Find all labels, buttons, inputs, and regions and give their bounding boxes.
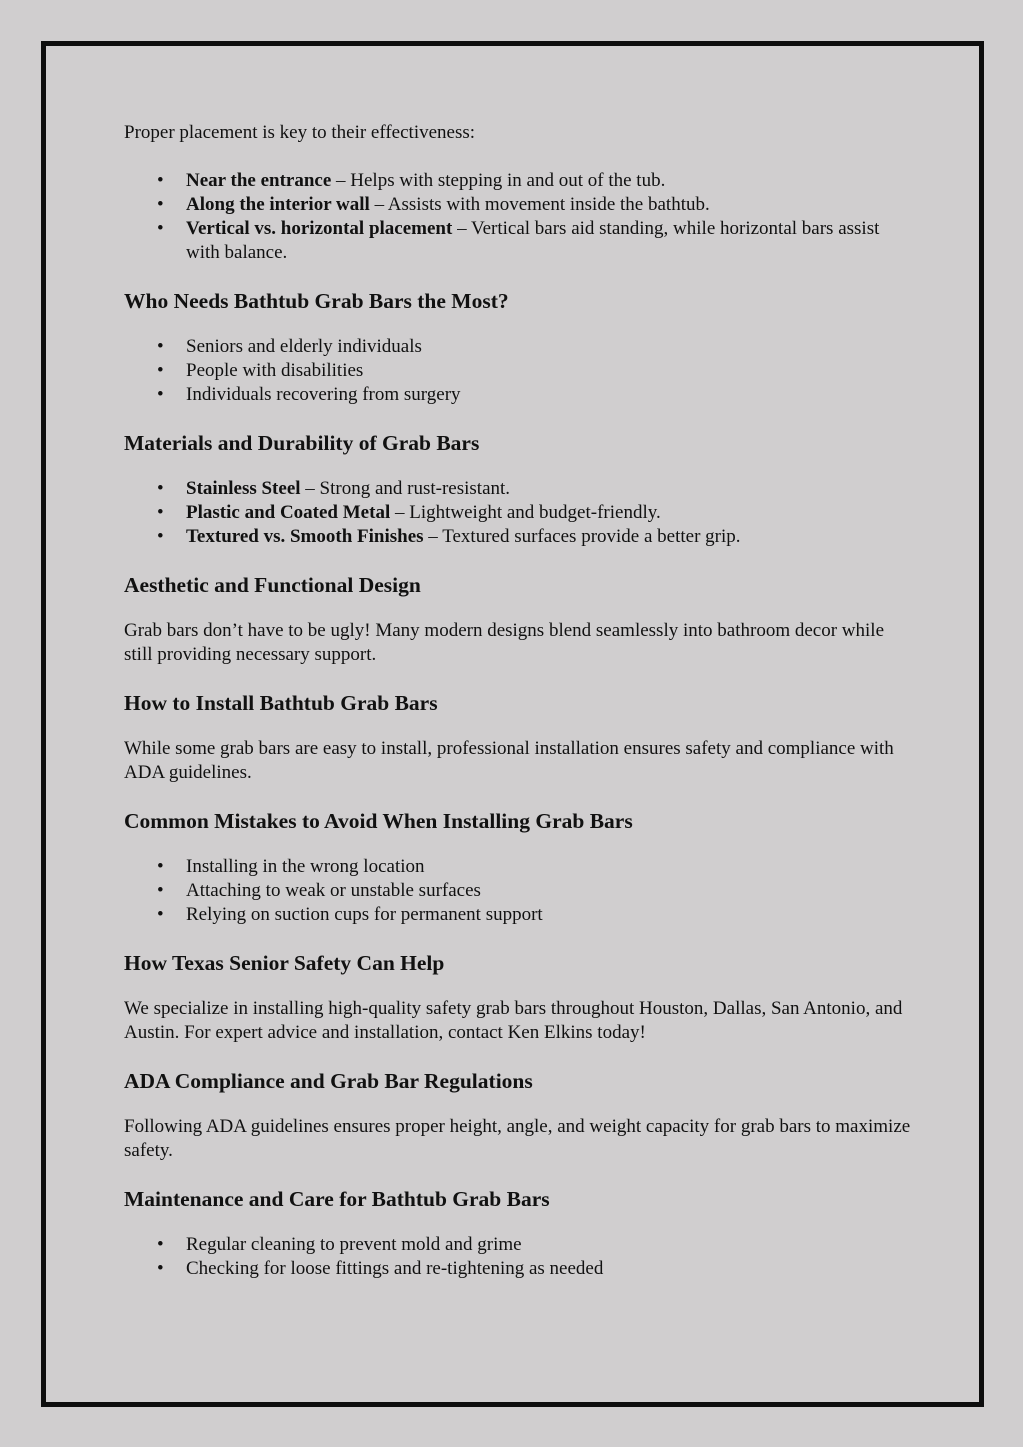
list-item: [124, 169, 914, 193]
bullet: •: [157, 904, 164, 925]
bullet: •: [157, 478, 164, 499]
list-item-text: Seniors and elderly individuals: [186, 336, 422, 357]
list-item-text: Attaching to weak or unstable surfaces: [186, 880, 481, 901]
bullet: •: [157, 360, 164, 381]
list-item: [124, 217, 914, 265]
bullet: •: [157, 880, 164, 901]
bullet: •: [157, 1234, 164, 1255]
list-item-bold: Plastic and Coated Metal: [186, 502, 391, 523]
list-item: [124, 193, 914, 217]
list-item-text: – Helps with stepping in and out of the tub.: [331, 170, 666, 191]
list-item-text: – Strong and rust-resistant.: [300, 478, 511, 499]
list-item: [124, 359, 914, 383]
list-item: [124, 477, 914, 501]
list-item-bold: Stainless Steel: [186, 478, 301, 499]
list-item-text: – Lightweight and budget-friendly.: [390, 502, 661, 523]
who-list: [124, 335, 914, 407]
document-content: [124, 121, 914, 1281]
mistakes-heading: Common Mistakes to Avoid When Installing Grab Bars: [124, 809, 633, 833]
list-item-text: Installing in the wrong location: [186, 856, 425, 877]
install-heading: How to Install Bathtub Grab Bars: [124, 691, 438, 715]
list-item-text: – Textured surfaces provide a better grip.: [423, 526, 741, 547]
list-item-bold: Near the entrance: [186, 170, 332, 191]
bullet: •: [157, 336, 164, 357]
list-item: [124, 501, 914, 525]
list-item: [124, 903, 914, 927]
list-item-bold: Textured vs. Smooth Finishes: [186, 526, 424, 547]
mistakes-list: [124, 855, 914, 927]
list-item-text: Checking for loose fittings and re-tightening as needed: [186, 1258, 604, 1279]
bullet: •: [157, 194, 164, 215]
materials-heading: Materials and Durability of Grab Bars: [124, 431, 480, 455]
list-item: [124, 1257, 914, 1281]
list-item-bold: Along the interior wall: [186, 194, 370, 215]
list-item-text: People with disabilities: [186, 360, 364, 381]
aesthetic-paragraph: Grab bars don’t have to be ugly! Many modern designs blend seamlessly into bathroom decor while still providing necessary support.: [124, 620, 885, 665]
list-item: [124, 525, 914, 549]
list-item: [124, 335, 914, 359]
list-item-text: – Assists with movement inside the bathtub.: [369, 194, 710, 215]
list-item-text: Relying on suction cups for permanent support: [186, 904, 543, 925]
intro-paragraph: Proper placement is key to their effectiveness:: [124, 122, 476, 143]
materials-list: [124, 477, 914, 549]
help-heading: How Texas Senior Safety Can Help: [124, 951, 445, 975]
list-item-text: Individuals recovering from surgery: [186, 384, 461, 405]
list-item-text: – Vertical bars aid standing, while horizontal bars assist with balance.: [186, 218, 880, 263]
bullet: •: [157, 502, 164, 523]
aesthetic-heading: Aesthetic and Functional Design: [124, 573, 421, 597]
ada-heading: ADA Compliance and Grab Bar Regulations: [124, 1069, 533, 1093]
list-item: [124, 879, 914, 903]
list-item: [124, 855, 914, 879]
bullet: •: [157, 170, 164, 191]
maintenance-heading: Maintenance and Care for Bathtub Grab Bars: [124, 1187, 550, 1211]
list-item: [124, 1233, 914, 1257]
bullet: •: [157, 1258, 164, 1279]
ada-paragraph: Following ADA guidelines ensures proper height, angle, and weight capacity for grab bars to maximize safety.: [124, 1116, 911, 1161]
list-item-bold: Vertical vs. horizontal placement: [186, 218, 453, 239]
bullet: •: [157, 856, 164, 877]
help-paragraph: We specialize in installing high-quality safety grab bars throughout Houston, Dallas, San Antonio, and Austin. For expert advice and installation, contact Ken Elkins today!: [124, 998, 903, 1043]
maintenance-list: [124, 1233, 914, 1281]
list-item: [124, 383, 914, 407]
bullet: •: [157, 384, 164, 405]
list-item-text: Regular cleaning to prevent mold and grime: [186, 1234, 522, 1255]
bullet: •: [157, 526, 164, 547]
install-paragraph: While some grab bars are easy to install, professional installation ensures safety and compliance with ADA guidelines.: [124, 738, 894, 783]
bullet: •: [157, 218, 164, 239]
who-heading: Who Needs Bathtub Grab Bars the Most?: [124, 289, 509, 313]
placement-list: [124, 169, 914, 265]
